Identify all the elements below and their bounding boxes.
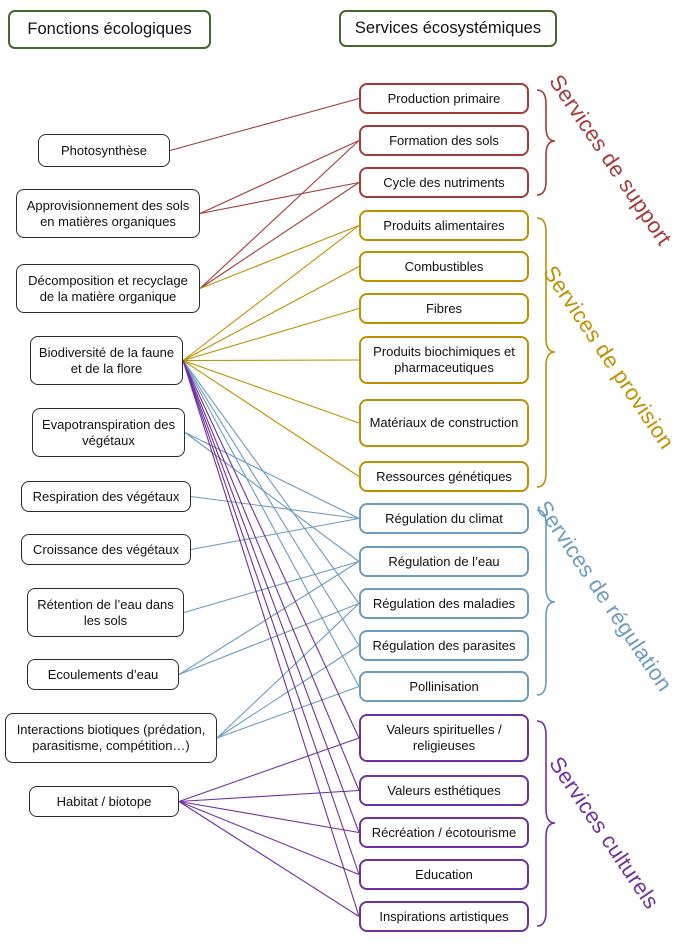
column-header-label: Fonctions écologiques xyxy=(27,20,192,38)
node-label: Education xyxy=(415,866,473,882)
service-node-biochimiques xyxy=(359,336,529,384)
edge-biodiversite--ressources-genetiques xyxy=(183,361,359,477)
service-node-fibres xyxy=(359,293,529,324)
function-node-respiration xyxy=(21,481,191,512)
service-node-valeurs-esthetiques xyxy=(359,775,529,806)
function-node-decomposition xyxy=(16,264,200,313)
node-label: Habitat / biotope xyxy=(56,793,152,809)
function-node-croissance xyxy=(21,534,191,565)
node-label: Régulation de l’eau xyxy=(388,553,500,569)
node-label: Matériaux de construction xyxy=(369,415,519,431)
function-node-biodiversite xyxy=(30,336,183,385)
function-node-ecoulements xyxy=(27,659,179,690)
edge-habitat--education xyxy=(179,802,359,875)
edge-interactions--reg-maladies xyxy=(217,604,359,739)
node-label: Respiration des végétaux xyxy=(32,488,180,504)
node-label: Valeurs esthétiques xyxy=(387,782,501,798)
edge-retention--reg-eau xyxy=(184,562,359,613)
service-node-ressources-genetiques xyxy=(359,461,529,492)
column-header-services-ecosystemiques xyxy=(339,10,557,47)
service-node-combustibles xyxy=(359,251,529,282)
service-node-education xyxy=(359,859,529,890)
service-node-pollinisation xyxy=(359,671,529,702)
edge-biodiversite--materiaux xyxy=(183,361,359,424)
node-label: Ecoulements d’eau xyxy=(47,666,159,682)
column-header-fonctions-ecologiques xyxy=(8,10,211,49)
brace-support xyxy=(537,90,555,195)
node-label: Production primaire xyxy=(387,90,501,106)
node-label: Ressources génétiques xyxy=(376,468,512,484)
node-label: Photosynthèse xyxy=(60,142,147,158)
function-node-retention xyxy=(27,588,184,637)
brace-provision xyxy=(537,218,555,487)
function-node-appro xyxy=(16,189,200,238)
node-label: Rétention de l’eau dans les sols xyxy=(37,596,174,628)
service-node-production-primaire xyxy=(359,83,529,114)
edge-biodiversite--education xyxy=(183,361,359,875)
function-node-evapotranspiration xyxy=(32,408,185,457)
edge-biodiversite--combustibles xyxy=(183,267,359,361)
node-label: Récréation / écotourisme xyxy=(371,824,517,840)
node-label: Biodiversité de la faune et de la flore xyxy=(38,344,175,376)
group-label-services-de-provision: Services de provision xyxy=(538,261,680,454)
service-node-cycle-nutriments xyxy=(359,167,529,198)
service-node-reg-maladies xyxy=(359,588,529,619)
edge-biodiversite--valeurs-spirituelles xyxy=(183,361,359,739)
node-label: Régulation des maladies xyxy=(372,595,516,611)
service-node-reg-climat xyxy=(359,503,529,534)
edge-appro--formation-sols xyxy=(200,141,359,214)
node-label: Pollinisation xyxy=(409,678,479,694)
node-label: Régulation du climat xyxy=(385,510,503,526)
column-header-label: Services écosystémiques xyxy=(354,19,542,37)
edge-decomposition--formation-sols xyxy=(200,141,359,289)
edge-biodiversite--biochimiques xyxy=(183,360,359,361)
edge-interactions--pollinisation xyxy=(217,687,359,739)
node-label: Interactions biotiques (prédation, parasitisme, compétition…) xyxy=(16,722,206,753)
service-node-materiaux xyxy=(359,399,529,447)
edge-croissance--reg-climat xyxy=(191,519,359,550)
edge-photosynthese--production-primaire xyxy=(170,99,359,151)
group-label-services-de-regulation: Services de régulation xyxy=(531,496,678,696)
node-label: Produits alimentaires xyxy=(383,217,505,233)
service-node-valeurs-spirituelles xyxy=(359,714,529,762)
edge-biodiversite--fibres xyxy=(183,309,359,361)
service-node-reg-parasites xyxy=(359,630,529,661)
edge-biodiversite--reg-parasites xyxy=(183,361,359,646)
edge-evapotranspiration--reg-eau xyxy=(185,433,359,562)
node-label: Fibres xyxy=(425,300,463,316)
node-label: Evapotranspiration des végétaux xyxy=(42,416,175,448)
brace-cultural xyxy=(537,721,555,926)
service-node-formation-sols xyxy=(359,125,529,156)
node-label: Régulation des parasites xyxy=(372,637,516,653)
service-node-recreation xyxy=(359,817,529,848)
service-node-reg-eau xyxy=(359,546,529,577)
function-node-habitat xyxy=(29,786,179,817)
edge-habitat--inspirations xyxy=(179,802,359,917)
node-label: Inspirations artistiques xyxy=(379,908,509,924)
edge-biodiversite--reg-maladies xyxy=(183,361,359,604)
group-label-services-de-support: Services de support xyxy=(544,70,677,250)
node-label: Cycle des nutriments xyxy=(383,174,505,190)
service-node-inspirations xyxy=(359,901,529,932)
function-node-photosynthese xyxy=(38,134,170,167)
service-node-produits-alimentaires xyxy=(359,210,529,241)
edge-habitat--recreation xyxy=(179,802,359,833)
group-label-services-culturels: Services culturels xyxy=(544,752,665,914)
node-label: Combustibles xyxy=(404,258,484,274)
edge-ecoulements--reg-eau xyxy=(179,562,359,675)
node-label: Approvisionnement des sols en matières organiques xyxy=(26,197,190,229)
node-label: Valeurs spirituelles / religieuses xyxy=(386,722,502,753)
node-label: Produits biochimiques et pharmaceutiques xyxy=(373,344,515,375)
node-label: Décomposition et recyclage de la matière organique xyxy=(28,272,188,304)
edge-biodiversite--produits-alimentaires xyxy=(183,226,359,361)
edge-ecoulements--reg-maladies xyxy=(179,604,359,675)
function-node-interactions xyxy=(5,713,217,763)
node-label: Formation des sols xyxy=(389,132,499,148)
node-label: Croissance des végétaux xyxy=(33,541,179,557)
